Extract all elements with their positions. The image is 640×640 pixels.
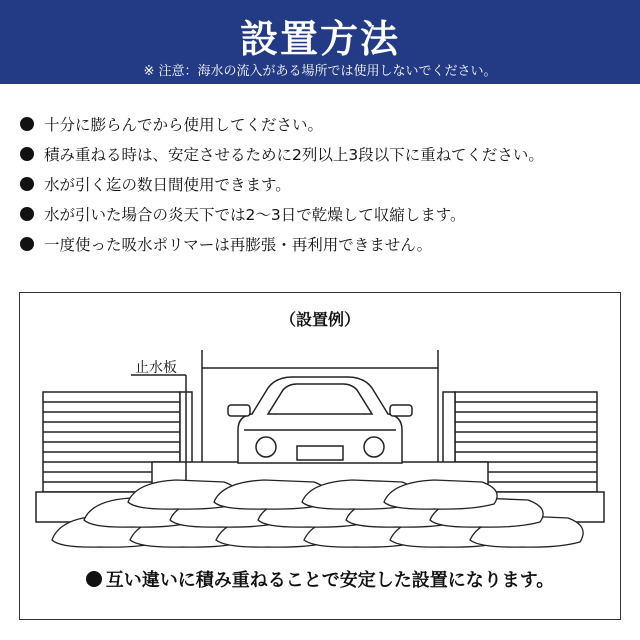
instruction-text: 一度使った吸水ポリマーは再膨張・再利用できません。 bbox=[44, 236, 433, 254]
caution-note: ※ 注意：海水の流入がある場所では使用しないでください。 bbox=[143, 64, 497, 79]
instruction-text: 積み重ねる時は、安定させるために2列以上3段以下に重ねてください。 bbox=[44, 146, 544, 164]
instruction-text: 水が引いた場合の炎天下では2〜3日で乾燥して収縮します。 bbox=[44, 206, 466, 224]
conclusion-message: 互い違いに積み重ねることで安定した設置になります。 bbox=[105, 570, 555, 591]
instruction-text: 十分に膨らんでから使用してください。 bbox=[44, 116, 324, 134]
instruction-text: 水が引く迄の数日間使用できます。 bbox=[44, 176, 291, 194]
conclusion-text bbox=[40, 566, 600, 592]
car-icon bbox=[228, 377, 412, 463]
water-board-label: 止水板 bbox=[135, 360, 177, 376]
bullet-dot-icon bbox=[86, 571, 102, 587]
page-title: 設置方法 bbox=[239, 17, 400, 61]
example-caption: （設置例） bbox=[279, 310, 360, 329]
